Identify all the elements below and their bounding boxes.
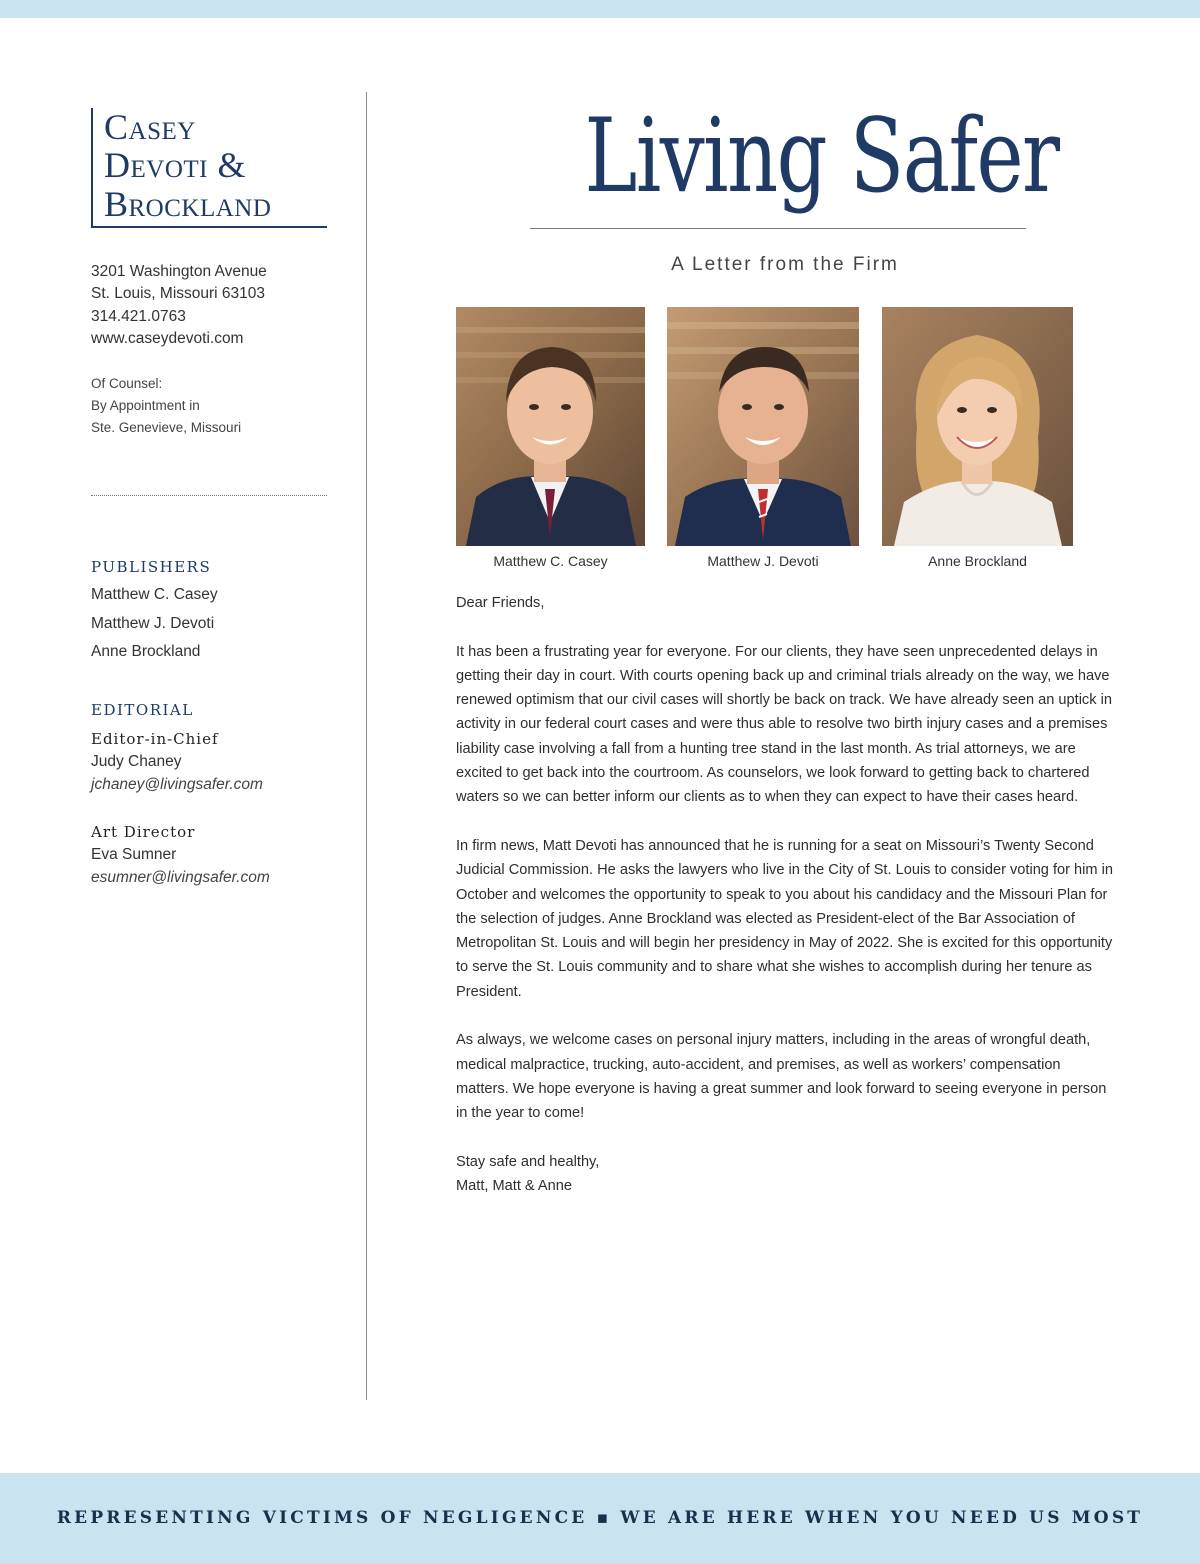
letter-closing: Stay safe and healthy, <box>456 1153 600 1170</box>
publisher-name: Anne Brockland <box>91 643 201 660</box>
counsel-line-2: Ste. Genevieve, Missouri <box>91 420 242 435</box>
firm-address-line-2: St. Louis, Missouri 63103 <box>91 285 266 302</box>
firm-address-line-1: 3201 Washington Avenue <box>91 263 267 280</box>
editorial-heading: EDITORIAL <box>91 701 194 719</box>
masthead-rule <box>530 228 1026 229</box>
editor-role: Editor-in-Chief <box>91 730 219 748</box>
letter-paragraph: In firm news, Matt Devoti has announced that he is running for a seat on Missouri’s Twenty Second Judicial Commission. He asks the lawyers who live in the City of St. Louis to consider voting for him in October and welcomes the opportunity to speak to you about his candidacy and the Missouri Plan for the selection of judges. Anne Brockland was elected as President-elect of the Bar Association of Metropolitan St. Louis and will begin her presidency in May of 2022. She is excited for this opportunity to serve the St. Louis community and to share what she wishes to accomplish during her tenure as President. <box>456 837 1113 1000</box>
letter-paragraph: As always, we welcome cases on personal injury matters, including in the areas of wrongful death, medical malpractice, trucking, auto-accident, and premises, as well as workers’ compensation matters. We hope everyone is having a great summer and look forward to seeing everyone in person in the year to come! <box>456 1032 1107 1122</box>
publishers-heading: PUBLISHERS <box>91 558 212 576</box>
art-director-name: Eva Sumner <box>91 846 177 863</box>
portrait-photo-devoti <box>667 307 859 546</box>
editor-name: Judy Chaney <box>91 753 182 770</box>
top-band <box>0 0 1200 18</box>
art-director-role: Art Director <box>91 823 196 841</box>
photo-caption-devoti: Matthew J. Devoti <box>707 553 819 569</box>
firm-website-link[interactable]: www.caseydevoti.com <box>91 330 244 347</box>
art-director-email-link[interactable]: esumner@livingsafer.com <box>91 869 270 886</box>
counsel-line-1: By Appointment in <box>91 398 200 413</box>
letter-paragraph: It has been a frustrating year for everyone. For our clients, they have seen unprecedented delays in getting their day in court. With courts opening back up and criminal trials already on the way, we have renewed optimism that our civil cases will shortly be back on track. We have already seen an uptick in activity in our federal court cases and were thus able to resolve two birth injury cases and a premises liability case involving a fall from a hunting tree stand in the last month. As trial attorneys, we are excited to get back into the courtroom. As counselors, we look forward to getting back to chartered waters so we can better inform our clients as to when they can expect to have their cases heard. <box>456 643 1112 806</box>
masthead-title: Living Safer <box>584 97 1059 216</box>
letter-body <box>456 591 1116 1198</box>
firm-name-line-1: Casey <box>104 107 196 147</box>
editor-email-link[interactable]: jchaney@livingsafer.com <box>91 776 263 793</box>
letter-signature: Matt, Matt & Anne <box>456 1178 572 1195</box>
masthead <box>530 92 1059 232</box>
portrait-photo-brockland <box>882 307 1073 546</box>
firm-logo <box>91 108 327 228</box>
publisher-name: Matthew C. Casey <box>91 586 218 603</box>
column-divider <box>366 92 367 1400</box>
photo-caption-casey: Matthew C. Casey <box>493 553 608 569</box>
sidebar-divider <box>91 495 327 496</box>
publisher-name: Matthew J. Devoti <box>91 615 215 632</box>
masthead-subtitle: A Letter from the Firm <box>671 254 899 275</box>
photo-caption-brockland: Anne Brockland <box>928 553 1027 569</box>
firm-name-line-3: Brockland <box>104 184 272 224</box>
portrait-photo-casey <box>456 307 645 546</box>
letter-greeting: Dear Friends, <box>456 595 545 611</box>
footer-tagline: REPRESENTING VICTIMS OF NEGLIGENCE ▪ WE ARE HERE WHEN YOU NEED US MOST <box>56 1508 1144 1528</box>
counsel-label: Of Counsel: <box>91 376 163 391</box>
firm-phone: 314.421.0763 <box>91 308 186 325</box>
firm-name-line-2: Devoti & <box>104 145 246 185</box>
